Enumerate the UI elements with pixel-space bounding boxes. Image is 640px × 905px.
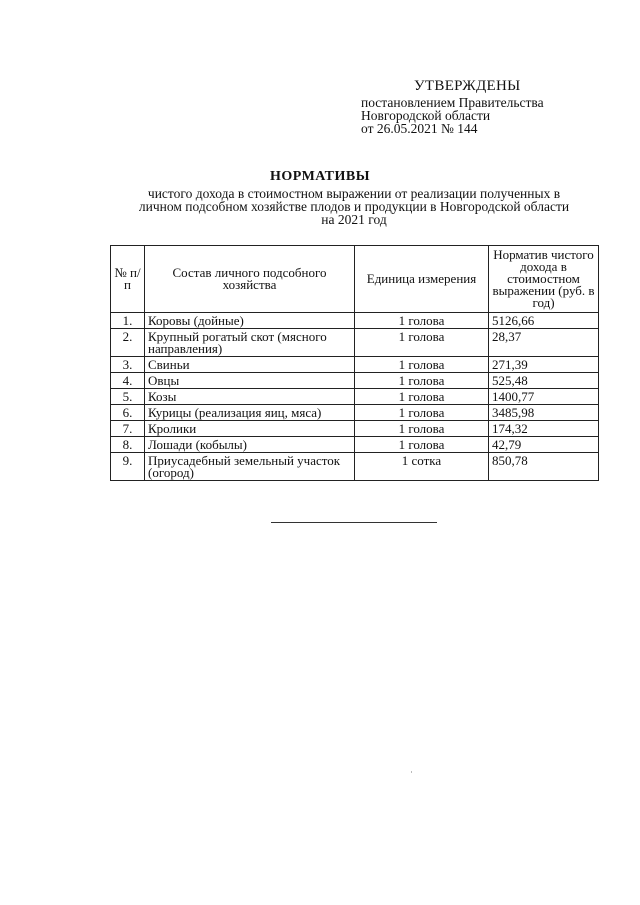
header-norm: Норматив чистого дохода в стоимостном выражении (руб. в год) [489,246,599,313]
row-name: Приусадебный земельный участок (огород) [145,453,355,481]
row-name: Козы [145,389,355,405]
table-row [111,357,599,373]
table-row [111,437,599,453]
norms-table [110,245,599,481]
table-row [111,329,599,357]
row-value: 174,32 [489,421,599,437]
row-num: 7. [111,421,145,437]
row-num: 4. [111,373,145,389]
row-num: 9. [111,453,145,481]
row-value: 5126,66 [489,313,599,329]
row-num: 6. [111,405,145,421]
header-composition: Состав личного подсобного хозяйства [145,246,355,313]
row-name: Кролики [145,421,355,437]
row-unit: 1 голова [355,329,489,357]
row-name: Коровы (дойные) [145,313,355,329]
row-num: 3. [111,357,145,373]
table-row [111,453,599,481]
decree-line: Новгородской области [361,108,491,123]
row-num: 5. [111,389,145,405]
header-unit: Единица измерения [355,246,489,313]
row-value: 28,37 [489,329,599,357]
table-row [111,389,599,405]
row-value: 525,48 [489,373,599,389]
row-unit: 1 голова [355,421,489,437]
decree-line: постановлением Правительства [361,95,544,110]
row-value: 1400,77 [489,389,599,405]
subtitle-line: личном подсобном хозяйстве плодов и продукции в Новгородской области [138,199,570,214]
row-name: Лошади (кобылы) [145,437,355,453]
row-num: 8. [111,437,145,453]
table-row [111,373,599,389]
table-row [111,405,599,421]
row-unit: 1 голова [355,357,489,373]
row-unit: 1 голова [355,389,489,405]
row-name: Крупный рогатый скот (мясного направления) [145,329,355,357]
row-value: 42,79 [489,437,599,453]
row-name: Курицы (реализация яиц, мяса) [145,405,355,421]
decree-date-number: от 26.05.2021 № 144 [361,121,478,136]
scan-speck [411,771,412,773]
row-unit: 1 голова [355,437,489,453]
approval-heading: УТВЕРЖДЕНЫ [414,78,521,94]
row-unit: 1 голова [355,313,489,329]
row-num: 1. [111,313,145,329]
approval-decree [361,96,544,135]
row-value: 271,39 [489,357,599,373]
row-unit: 1 голова [355,373,489,389]
document-title: НОРМАТИВЫ [270,169,370,184]
row-value: 850,78 [489,453,599,481]
table-header-row [111,246,599,313]
row-unit: 1 голова [355,405,489,421]
document-subtitle [110,187,598,226]
row-name: Овцы [145,373,355,389]
subtitle-line: чистого дохода в стоимостном выражении от реализации полученных в [147,186,561,201]
table-row [111,421,599,437]
table-row [111,313,599,329]
closing-rule [271,522,437,523]
row-num: 2. [111,329,145,357]
row-value: 3485,98 [489,405,599,421]
row-unit: 1 сотка [355,453,489,481]
header-num: № п/п [111,246,145,313]
row-name: Свиньи [145,357,355,373]
subtitle-line: на 2021 год [321,212,387,227]
